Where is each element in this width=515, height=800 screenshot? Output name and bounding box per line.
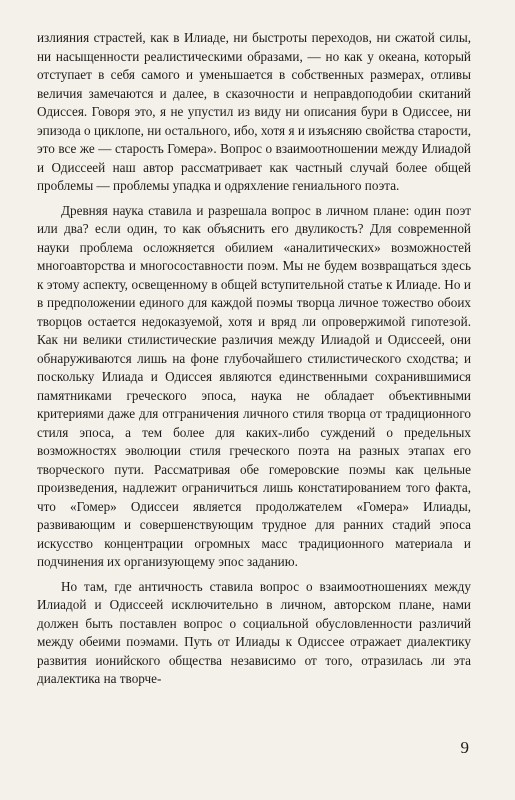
body-text [37, 29, 471, 689]
paragraph: Но там, где античность ставила вопрос о взаимоотношениях между Илиадой и Одиссеей исключительно в личном, авторском плане, нами должен быть поставлен вопрос о социальной обусловленности различий между обеими поэмами. Путь от Илиады к Одиссее отражает диалектику развития ионийского общества независимо от того, отразилась ли эта диалектика на творче- [37, 578, 471, 686]
paragraph: Древняя наука ставила и разрешала вопрос в личном плане: один поэт или два? если один, то как объяснить его двуликость? Для современной науки проблема осложняется обилием «аналитических» возможностей многоавторства и многосоставности поэм. Мы не будем возвращаться здесь к этому аспекту, освещенному в общей вступительной статье к Илиаде. Но и в предположении единого для каждой поэмы творца личное тожество обоих творцов остается недоказуемой, хотя и вряд ли опровержимой гипотезой. Как ни велики стилистические различия между Илиадой и Одиссеей, они обнаруживаются лишь на фоне глубочайшего стилистического сходства; и поскольку Илиада и Одиссея являются единственными сохранившимися памятниками греческого эпоса, наука не обладает объективными критериями даже для отграничения личного стиля творца от традиционного стиля эпоса, а тем более для каких-либо суждений о предельных возможностях эволюции стиля греческого поэта на разных этапах его творческого пути. Рассматривая обе гомеровские поэмы как цельные произведения, надлежит ограничиться лишь констатированием того факта, что «Гомер» Одиссеи является продолжателем «Гомера» Илиады, развивающим и совершенствующим трудное для ранних стадий эпоса искусство концентрации огромных масс традиционного материала и подчинения их организующему эпос заданию. [37, 202, 471, 569]
page-number: 9 [460, 738, 469, 757]
paragraph-continued: излияния страстей, как в Илиаде, ни быстроты переходов, ни сжатой силы, ни насыщенности реалистическими образами, — но как у океана, который отступает в себя самого и уменьшается в собственных размерах, отливы величия замечаются и далее, в сказочности и неправдоподобии скитаний Одиссея. Говоря это, я не упустил из виду ни описания бури в Одиссее, ни эпизода о циклопе, ни остального, ибо, хотя я и изъясняю свойства старости, это все же — старость Гомера». Вопрос о взаимоотношении между Илиадой и Одиссеей наш автор рассматривает как частный случай более общей проблемы — проблемы упадка и одряхление гениального поэта. [37, 30, 471, 193]
